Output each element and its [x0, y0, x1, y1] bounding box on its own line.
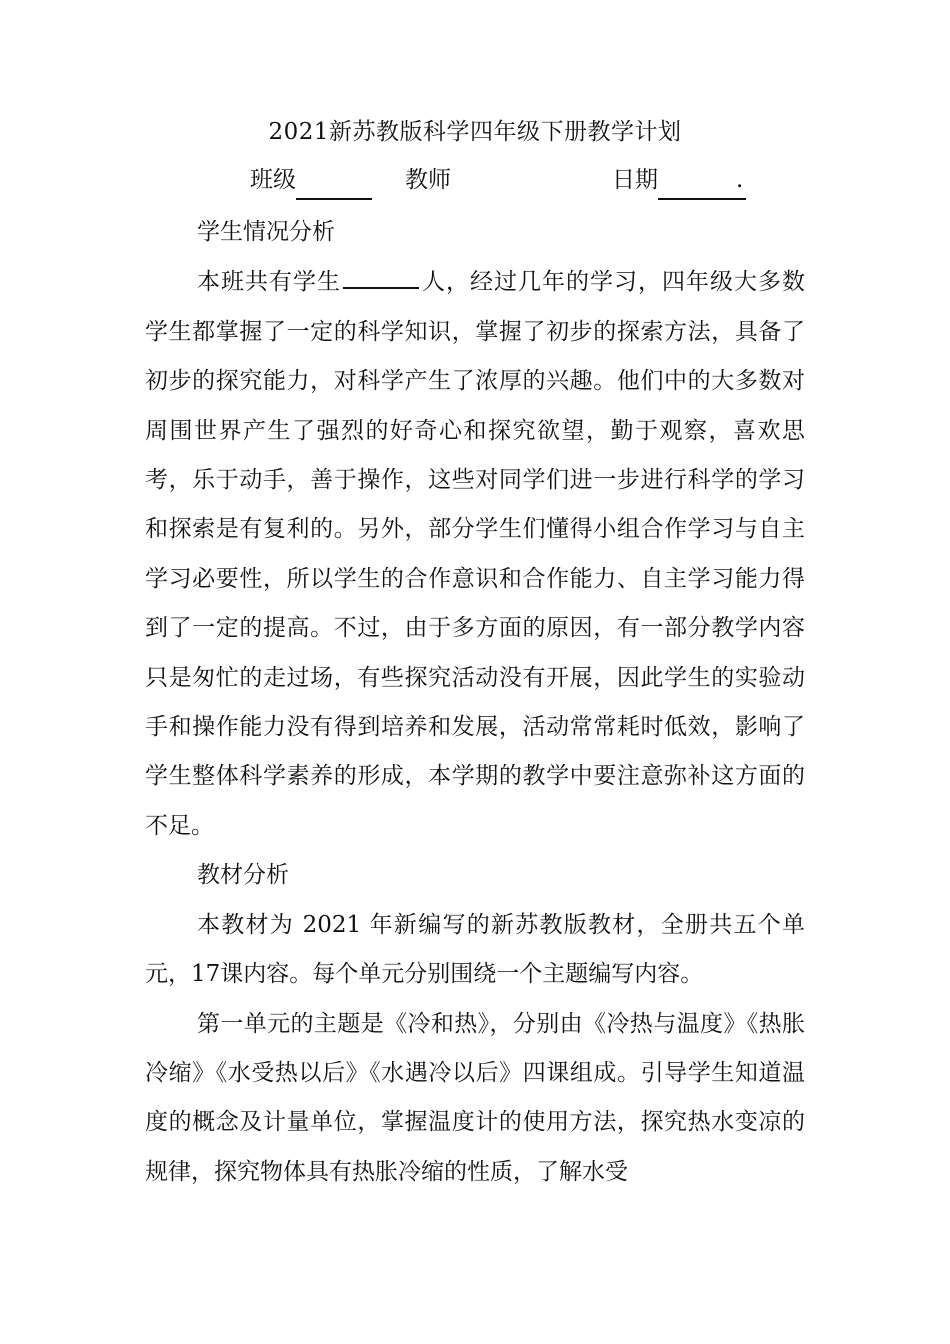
class-field	[250, 160, 372, 200]
date-label: 日期	[612, 167, 658, 193]
header-info-row	[0, 160, 950, 204]
trailing-period: .	[736, 167, 744, 193]
document-body	[145, 208, 805, 1197]
student-count-prefix: 本班共有学生	[197, 269, 341, 296]
class-blank-line	[296, 164, 372, 200]
class-label: 班级	[250, 167, 296, 193]
document-title: 2021新苏教版科学四年级下册教学计划	[268, 119, 682, 145]
section-heading-students: 学生情况分析	[197, 219, 335, 245]
student-analysis-text: 人，经过几年的学习，四年级大多数学生都掌握了一定的科学知识，掌握了初步的探索方法，具备了初步的探究能力，对科学产生了浓厚的兴趣。他们中的大多数对周围世界产生了强烈的好奇心和探究欲望，勤于观察，喜欢思考，乐于动手，善于操作，这些对同学们进一步进行科学的学习和探索是有复利的。另外，部分学生们懂得小组合作学习与自主学习必要性，所以学生的合作意识和合作能力、自主学习能力得到了一定的提高。不过，由于多方面的原因，有一部分教学内容只是匆忙的走过场，有些探究活动没有开展，因此学生的实验动手和操作能力没有得到培养和发展，活动常常耗时低效，影响了学生整体科学素养的形成，本学期的教学中要注意弥补这方面的不足。	[145, 269, 805, 839]
date-blank-line	[658, 164, 746, 200]
unit-one-paragraph: 第一单元的主题是《冷和热》，分别由《冷热与温度》《热胀冷缩》《水受热以后》《水遇冷以后》四课组成。引导学生知道温度的概念及计量单位，掌握温度计的使用方法，探究热水变凉的规律，探究物体具有热胀冷缩的性质，了解水受	[145, 1010, 805, 1185]
material-overview-paragraph: 本教材为 2021 年新编写的新苏教版教材，全册共五个单元，17课内容。每个单元分别围绕一个主题编写内容。	[145, 911, 805, 988]
date-field	[612, 160, 746, 200]
teacher-field	[405, 160, 451, 200]
teacher-label: 教师	[405, 167, 451, 193]
section-heading-materials: 教材分析	[197, 862, 289, 889]
student-count-blank	[343, 257, 419, 289]
student-analysis-paragraph	[145, 257, 805, 851]
